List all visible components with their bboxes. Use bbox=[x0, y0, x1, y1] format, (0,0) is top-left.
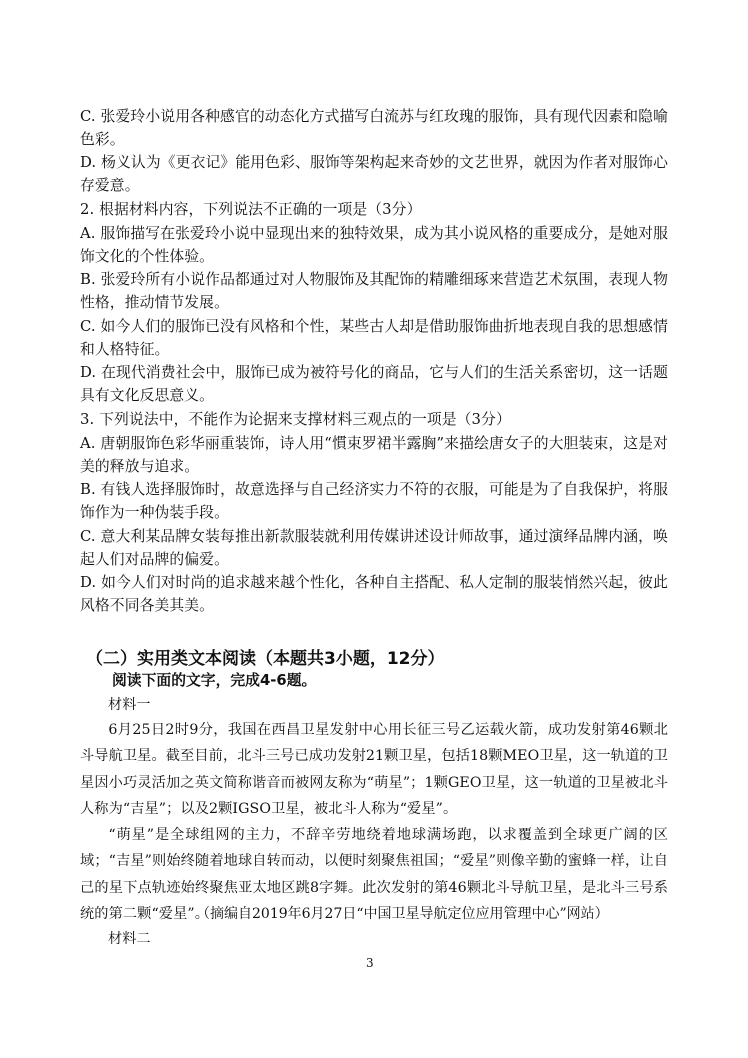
material-2-label: 材料二 bbox=[108, 931, 151, 947]
section-title: （二）实用类文本阅读（本题共3小题，12分） bbox=[86, 649, 445, 669]
option-a-q2: A. 服饰描写在张爱玲小说中显现出来的独特效果，成为其小说风格的重要成分，是她对服饰文化的个性体验。 bbox=[80, 225, 668, 266]
option-d-q3: D. 如今人们对时尚的追求越来越个性化，各种自主搭配、私人定制的服装悄然兴起，彼此风格不同各美其美。 bbox=[80, 574, 668, 615]
option-d-q1: D. 杨义认为《更衣记》能用色彩、服饰等架构起来奇妙的文艺世界，就因为作者对服饰心存爱意。 bbox=[80, 154, 668, 195]
source-citation: （摘编自2019年6月27日“中国卫星导航定位应用管理中心”网站） bbox=[196, 906, 609, 922]
question-3-stem: 3. 下列说法中，不能作为论据来支撑材料三观点的一项是（3分） bbox=[80, 411, 511, 428]
option-b-q3: B. 有钱人选择服饰时，故意选择与自己经济实力不符的衣服，可能是为了自我保护，将服饰作为一种伪装手段。 bbox=[80, 481, 668, 522]
option-a-q3: A. 唐朝服饰色彩华丽重装饰，诗人用“慣束罗裙半露胸”来描绘唐女子的大胆装束，这是对美的释放与追求。 bbox=[80, 435, 668, 476]
reading-instruction: 阅读下面的文字，完成4-6题。 bbox=[112, 672, 317, 689]
material-1-paragraph-1: 6月25日2时9分，我国在西昌卫星发射中心用长征三号乙运载火箭，成功发射第46颗北斗导航卫星。截至目前，北斗三号已成功发射21颗卫星，包括18颗MEO卫星，这一轨道的卫星因小巧灵活加之英文简称谐音而被网友称为“萌星”；1颗GEO卫星，这一轨道的卫星被北斗人称为“吉星”；以及2颗IGSO卫星，被北斗人称为“爱星”。 bbox=[80, 722, 668, 817]
option-b-q2: B. 张爱玲所有小说作品都通过对人物服饰及其配饰的精雕细琢来营造艺术氛围，表现人物性格，推动情节发展。 bbox=[80, 271, 668, 312]
option-c-q3: C. 意大利某品牌女装每推出新款服装就利用传媒讲述设计师故事，通过演绎品牌内涵，唤起人们对品牌的偏爱。 bbox=[80, 528, 668, 569]
material-1-paragraph-2: “萌星”是全球组网的主力，不辞辛劳地绕着地球满场跑，以求覆盖到全球更广阔的区域；“吉星”则始终随着地球自转而动，以便时刻聚焦祖国；“爱星”则像辛勤的蜜蜂一样，让自己的星下点轨迹始终聚焦亚太地区跳8字舞。此次发射的第46颗北斗导航卫星，是北斗三号系统的第二颗“爱星”。 bbox=[80, 827, 668, 922]
page-number: 3 bbox=[366, 956, 374, 970]
option-d-q2: D. 在现代消费社会中，服饰已成为被符号化的商品，它与人们的生活关系密切，这一话题具有文化反思意义。 bbox=[80, 364, 668, 405]
material-1-label: 材料一 bbox=[108, 697, 151, 713]
option-c-q1: C. 张爱玲小说用各种感官的动态化方式描写白流苏与红玫瑰的服饰，具有现代因素和隐喻色彩。 bbox=[80, 108, 668, 149]
option-c-q2: C. 如今人们的服饰已没有风格和个性，某些古人却是借助服饰曲折地表现自我的思想感情和人格特征。 bbox=[80, 318, 668, 359]
question-2-stem: 2. 根据材料内容，下列说法不正确的一项是（3分） bbox=[80, 201, 422, 218]
